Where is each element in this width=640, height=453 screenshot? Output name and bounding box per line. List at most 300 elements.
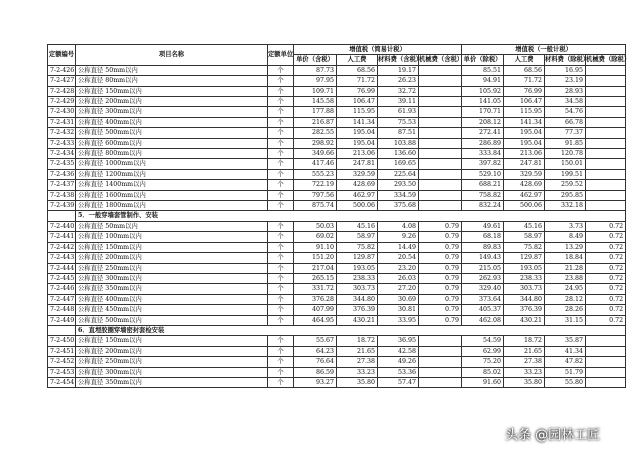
simple-labor: 193.05 — [337, 263, 378, 273]
simple-price: 86.59 — [294, 367, 337, 377]
general-material: 28.26 — [545, 305, 586, 315]
table-row — [48, 232, 626, 242]
simple-price: 69.02 — [294, 232, 337, 242]
header-unit — [268, 45, 294, 66]
table-row — [48, 273, 626, 283]
general-price: 49.61 — [462, 221, 504, 231]
general-price: 54.59 — [462, 336, 504, 346]
simple-price: 797.56 — [294, 190, 337, 200]
item-name: 公称直径 250mm以内 — [76, 263, 268, 273]
general-machine — [586, 159, 626, 169]
simple-machine — [419, 201, 462, 211]
simple-labor: 21.65 — [337, 346, 378, 356]
general-price: 141.05 — [462, 97, 504, 107]
general-labor: 35.80 — [504, 377, 545, 387]
simple-price: 555.23 — [294, 169, 337, 179]
table-row — [48, 336, 626, 346]
general-machine — [586, 76, 626, 86]
simple-material: 61.93 — [378, 107, 419, 117]
item-code: 7-2-446 — [48, 284, 76, 294]
item-name: 公称直径 50mm以内 — [76, 65, 268, 75]
simple-labor: 213.06 — [337, 149, 378, 159]
header-general-price: 单价（除税） — [463, 56, 502, 64]
simple-machine — [419, 180, 462, 190]
simple-machine: 0.79 — [419, 253, 462, 263]
general-machine — [586, 65, 626, 75]
simple-price: 722.19 — [294, 180, 337, 190]
general-labor: 195.04 — [504, 138, 545, 148]
simple-machine — [419, 190, 462, 200]
general-price: 333.84 — [462, 149, 504, 159]
simple-material: 33.95 — [378, 315, 419, 325]
header-simple-material: 材料费（含税） — [378, 56, 423, 64]
general-labor: 129.87 — [504, 253, 545, 263]
item-name: 公称直径 300mm以内 — [76, 107, 268, 117]
general-labor: 430.21 — [504, 315, 545, 325]
item-name: 公称直径 300mm以内 — [76, 367, 268, 377]
item-code: 7-2-440 — [48, 221, 76, 231]
header-code — [48, 45, 76, 66]
item-unit: 个 — [268, 232, 294, 242]
item-unit: 个 — [268, 180, 294, 190]
general-machine — [586, 86, 626, 96]
simple-price: 875.74 — [294, 201, 337, 211]
simple-labor: 35.80 — [337, 377, 378, 387]
general-material: 8.49 — [545, 232, 586, 242]
simple-material: 53.36 — [378, 367, 419, 377]
simple-labor: 115.95 — [337, 107, 378, 117]
table-row — [48, 367, 626, 377]
general-labor: 344.80 — [504, 294, 545, 304]
general-labor: 303.73 — [504, 284, 545, 294]
simple-machine — [419, 377, 462, 387]
simple-labor: 76.99 — [337, 86, 378, 96]
item-unit: 个 — [268, 221, 294, 231]
item-unit: 个 — [268, 367, 294, 377]
general-material: 23.88 — [545, 273, 586, 283]
item-name: 公称直径 500mm以内 — [76, 315, 268, 325]
item-name: 公称直径 1400mm以内 — [76, 180, 268, 190]
general-labor: 27.38 — [504, 357, 545, 367]
simple-machine: 0.79 — [419, 221, 462, 231]
simple-machine: 0.79 — [419, 242, 462, 252]
item-unit: 个 — [268, 117, 294, 127]
item-unit: 个 — [268, 242, 294, 252]
simple-machine: 0.79 — [419, 294, 462, 304]
simple-price: 55.67 — [294, 336, 337, 346]
general-labor: 21.65 — [504, 346, 545, 356]
general-price: 405.37 — [462, 305, 504, 315]
item-name: 公称直径 250mm以内 — [76, 357, 268, 367]
general-machine: 0.72 — [586, 315, 626, 325]
item-name: 公称直径 50mm以内 — [76, 221, 268, 231]
general-labor: 193.05 — [504, 263, 545, 273]
general-price: 688.21 — [462, 180, 504, 190]
general-labor: 428.69 — [504, 180, 545, 190]
simple-labor: 141.34 — [337, 117, 378, 127]
simple-machine — [419, 107, 462, 117]
general-labor: 45.16 — [504, 221, 545, 231]
general-machine: 0.72 — [586, 263, 626, 273]
item-name: 公称直径 200mm以内 — [76, 253, 268, 263]
table-row — [48, 357, 626, 367]
item-code: 7-2-453 — [48, 367, 76, 377]
simple-material: 26.03 — [378, 273, 419, 283]
item-unit: 个 — [268, 294, 294, 304]
simple-price: 349.66 — [294, 149, 337, 159]
simple-material: 14.49 — [378, 242, 419, 252]
simple-price: 265.15 — [294, 273, 337, 283]
general-machine: 0.72 — [586, 242, 626, 252]
item-unit: 个 — [268, 138, 294, 148]
general-material: 23.19 — [545, 76, 586, 86]
item-unit: 个 — [268, 377, 294, 387]
simple-labor: 500.06 — [337, 201, 378, 211]
header-simple-tax — [294, 45, 462, 55]
simple-labor: 129.87 — [337, 253, 378, 263]
item-code: 7-2-426 — [48, 65, 76, 75]
general-machine: 0.72 — [586, 284, 626, 294]
table-row — [48, 149, 626, 159]
simple-machine — [419, 117, 462, 127]
simple-price: 407.99 — [294, 305, 337, 315]
table-row — [48, 346, 626, 356]
simple-machine — [419, 367, 462, 377]
simple-labor: 33.23 — [337, 367, 378, 377]
table-row — [48, 128, 626, 138]
general-machine: 0.72 — [586, 253, 626, 263]
general-material: 120.78 — [545, 149, 586, 159]
general-price: 68.18 — [462, 232, 504, 242]
general-material: 55.80 — [545, 377, 586, 387]
simple-material: 293.50 — [378, 180, 419, 190]
header-general-labor: 人工费 — [514, 56, 534, 64]
general-labor: 75.82 — [504, 242, 545, 252]
simple-material: 4.08 — [378, 221, 419, 231]
table-row — [48, 107, 626, 117]
simple-price: 216.87 — [294, 117, 337, 127]
general-price: 105.92 — [462, 86, 504, 96]
general-machine — [586, 107, 626, 117]
item-name: 公称直径 1200mm以内 — [76, 169, 268, 179]
general-price: 529.10 — [462, 169, 504, 179]
general-material: 77.37 — [545, 128, 586, 138]
table-row — [48, 263, 626, 273]
general-labor: 106.47 — [504, 97, 545, 107]
simple-material: 23.20 — [378, 263, 419, 273]
item-code: 7-2-439 — [48, 201, 76, 211]
general-material: 16.95 — [545, 65, 586, 75]
simple-machine — [419, 97, 462, 107]
simple-labor: 247.81 — [337, 159, 378, 169]
item-code: 7-2-449 — [48, 315, 76, 325]
item-unit: 个 — [268, 263, 294, 273]
general-machine — [586, 128, 626, 138]
general-material: 31.15 — [545, 315, 586, 325]
general-labor: 141.34 — [504, 117, 545, 127]
item-code: 7-2-452 — [48, 357, 76, 367]
simple-labor: 75.82 — [337, 242, 378, 252]
general-material: 91.85 — [545, 138, 586, 148]
simple-material: 30.69 — [378, 294, 419, 304]
item-code: 7-2-427 — [48, 76, 76, 86]
quota-table — [47, 44, 631, 388]
general-price: 373.64 — [462, 294, 504, 304]
general-material: 3.73 — [545, 221, 586, 231]
general-price: 89.83 — [462, 242, 504, 252]
table-row — [48, 190, 626, 200]
simple-labor: 68.56 — [337, 65, 378, 75]
simple-price: 217.04 — [294, 263, 337, 273]
table-row — [48, 76, 626, 86]
general-price: 462.08 — [462, 315, 504, 325]
simple-material: 36.95 — [378, 336, 419, 346]
simple-machine: 0.79 — [419, 315, 462, 325]
item-code: 7-2-447 — [48, 294, 76, 304]
header-general-col — [504, 55, 545, 65]
table-row — [48, 242, 626, 252]
item-unit: 个 — [268, 201, 294, 211]
simple-labor: 71.72 — [337, 76, 378, 86]
table-row — [48, 159, 626, 169]
item-unit: 个 — [268, 305, 294, 315]
header-simple-machine: 机械费（含税） — [419, 56, 464, 64]
simple-machine — [419, 149, 462, 159]
table-row — [48, 201, 626, 211]
item-name: 公称直径 600mm以内 — [76, 138, 268, 148]
general-machine: 0.72 — [586, 221, 626, 231]
item-code: 7-2-435 — [48, 159, 76, 169]
simple-labor: 106.47 — [337, 97, 378, 107]
simple-price: 50.03 — [294, 221, 337, 231]
table-row — [48, 86, 626, 96]
item-unit: 个 — [268, 76, 294, 86]
general-labor: 76.99 — [504, 86, 545, 96]
general-price: 329.40 — [462, 284, 504, 294]
table-row — [48, 305, 626, 315]
table-row — [48, 138, 626, 148]
general-material: 259.52 — [545, 180, 586, 190]
general-price: 758.82 — [462, 190, 504, 200]
item-code: 7-2-436 — [48, 169, 76, 179]
general-machine — [586, 117, 626, 127]
general-material: 51.79 — [545, 367, 586, 377]
general-price: 262.93 — [462, 273, 504, 283]
item-unit: 个 — [268, 284, 294, 294]
simple-machine — [419, 346, 462, 356]
header-general-col — [462, 55, 504, 65]
simple-labor: 58.97 — [337, 232, 378, 242]
general-material: 24.95 — [545, 284, 586, 294]
simple-labor: 303.73 — [337, 284, 378, 294]
item-name: 公称直径 100mm以内 — [76, 232, 268, 242]
item-name: 公称直径 400mm以内 — [76, 294, 268, 304]
section-title: 6．直埋胶圈穿墙密封套检安装 — [76, 325, 626, 335]
item-code: 7-2-441 — [48, 232, 76, 242]
item-code: 7-2-429 — [48, 97, 76, 107]
simple-labor: 376.39 — [337, 305, 378, 315]
item-unit: 个 — [268, 86, 294, 96]
simple-labor: 430.21 — [337, 315, 378, 325]
table-row — [48, 97, 626, 107]
general-material: 18.84 — [545, 253, 586, 263]
item-unit: 个 — [268, 107, 294, 117]
general-material: 66.78 — [545, 117, 586, 127]
general-labor: 238.33 — [504, 273, 545, 283]
item-name: 公称直径 300mm以内 — [76, 273, 268, 283]
general-price: 85.51 — [462, 65, 504, 75]
item-name: 公称直径 1600mm以内 — [76, 190, 268, 200]
item-unit: 个 — [268, 273, 294, 283]
watermark: 头条 @园林工匠 — [505, 428, 601, 443]
simple-machine — [419, 65, 462, 75]
header-general-material: 材料费（除税） — [545, 56, 590, 64]
table-row — [48, 117, 626, 127]
simple-machine — [419, 169, 462, 179]
simple-labor: 238.33 — [337, 273, 378, 283]
general-price: 170.71 — [462, 107, 504, 117]
general-material: 332.18 — [545, 201, 586, 211]
item-name: 公称直径 800mm以内 — [76, 149, 268, 159]
simple-material: 30.81 — [378, 305, 419, 315]
item-unit: 个 — [268, 357, 294, 367]
header-simple-tax-label: 增值税（简易计税） — [349, 45, 406, 53]
simple-price: 87.73 — [294, 65, 337, 75]
item-name: 公称直径 450mm以内 — [76, 305, 268, 315]
simple-material: 334.59 — [378, 190, 419, 200]
table-row — [48, 180, 626, 190]
header-simple-col — [337, 55, 378, 65]
simple-labor: 344.80 — [337, 294, 378, 304]
simple-price: 97.95 — [294, 76, 337, 86]
item-code: 7-2-428 — [48, 86, 76, 96]
item-code: 7-2-451 — [48, 346, 76, 356]
section-title: 5．一般穿墙套管制作、安装 — [76, 211, 626, 221]
simple-material: 9.26 — [378, 232, 419, 242]
table-row — [48, 253, 626, 263]
header-simple-col — [378, 55, 423, 65]
table-body — [48, 45, 631, 388]
item-code: 7-2-430 — [48, 107, 76, 117]
header-code-label: 定额编号 — [48, 50, 75, 58]
general-labor: 195.04 — [504, 128, 545, 138]
general-machine — [586, 169, 626, 179]
general-labor: 71.72 — [504, 76, 545, 86]
general-price: 286.89 — [462, 138, 504, 148]
simple-material: 103.88 — [378, 138, 419, 148]
header-general-machine: 机械费（除税） — [586, 56, 631, 64]
general-price: 149.43 — [462, 253, 504, 263]
simple-machine: 0.79 — [419, 273, 462, 283]
header-general-col — [545, 55, 590, 65]
simple-price: 417.46 — [294, 159, 337, 169]
simple-price: 93.27 — [294, 377, 337, 387]
general-machine — [586, 201, 626, 211]
header-row-1 — [48, 45, 626, 55]
general-machine — [586, 367, 626, 377]
simple-labor: 329.59 — [337, 169, 378, 179]
simple-machine: 0.79 — [419, 305, 462, 315]
header-simple-price: 单价（含税） — [296, 56, 334, 64]
simple-material: 39.11 — [378, 97, 419, 107]
general-price: 62.99 — [462, 346, 504, 356]
item-unit: 个 — [268, 128, 294, 138]
simple-material: 19.17 — [378, 65, 419, 75]
table-row — [48, 221, 626, 231]
table-row — [48, 294, 626, 304]
simple-labor: 45.16 — [337, 221, 378, 231]
simple-price: 282.55 — [294, 128, 337, 138]
general-material: 41.34 — [545, 346, 586, 356]
header-unit-label: 定额单位 — [268, 50, 294, 58]
general-labor: 58.97 — [504, 232, 545, 242]
simple-material: 49.26 — [378, 357, 419, 367]
item-unit: 个 — [268, 65, 294, 75]
general-labor: 376.39 — [504, 305, 545, 315]
item-name: 公称直径 350mm以内 — [76, 377, 268, 387]
header-name — [76, 45, 268, 66]
general-machine — [586, 190, 626, 200]
simple-labor: 428.69 — [337, 180, 378, 190]
simple-material: 26.23 — [378, 76, 419, 86]
item-code: 7-2-438 — [48, 190, 76, 200]
simple-machine: 0.79 — [419, 263, 462, 273]
simple-price: 145.58 — [294, 97, 337, 107]
general-labor: 329.59 — [504, 169, 545, 179]
simple-machine — [419, 357, 462, 367]
general-material: 47.82 — [545, 357, 586, 367]
table-row — [48, 315, 626, 325]
item-code: 7-2-433 — [48, 138, 76, 148]
simple-material: 87.51 — [378, 128, 419, 138]
general-material: 54.76 — [545, 107, 586, 117]
item-code: 7-2-431 — [48, 117, 76, 127]
simple-labor: 462.97 — [337, 190, 378, 200]
general-labor: 213.06 — [504, 149, 545, 159]
simple-labor: 195.04 — [337, 128, 378, 138]
item-unit: 个 — [268, 169, 294, 179]
simple-material: 75.53 — [378, 117, 419, 127]
general-labor: 247.81 — [504, 159, 545, 169]
general-price: 85.02 — [462, 367, 504, 377]
simple-machine — [419, 138, 462, 148]
item-code: 7-2-444 — [48, 263, 76, 273]
simple-labor: 18.72 — [337, 336, 378, 346]
header-simple-col — [294, 55, 337, 65]
section-row — [48, 325, 626, 335]
general-machine — [586, 138, 626, 148]
simple-material: 225.64 — [378, 169, 419, 179]
general-material: 28.93 — [545, 86, 586, 96]
item-unit: 个 — [268, 190, 294, 200]
simple-machine — [419, 128, 462, 138]
item-code: 7-2-442 — [48, 242, 76, 252]
simple-labor: 27.38 — [337, 357, 378, 367]
section-code-cell — [48, 211, 76, 221]
item-name: 公称直径 350mm以内 — [76, 284, 268, 294]
table-row — [48, 169, 626, 179]
simple-price: 298.92 — [294, 138, 337, 148]
item-code: 7-2-434 — [48, 149, 76, 159]
item-code: 7-2-448 — [48, 305, 76, 315]
table-row — [48, 284, 626, 294]
general-price: 91.60 — [462, 377, 504, 387]
general-machine: 0.72 — [586, 305, 626, 315]
simple-machine — [419, 336, 462, 346]
general-material: 150.01 — [545, 159, 586, 169]
general-price: 208.12 — [462, 117, 504, 127]
general-material: 35.87 — [545, 336, 586, 346]
